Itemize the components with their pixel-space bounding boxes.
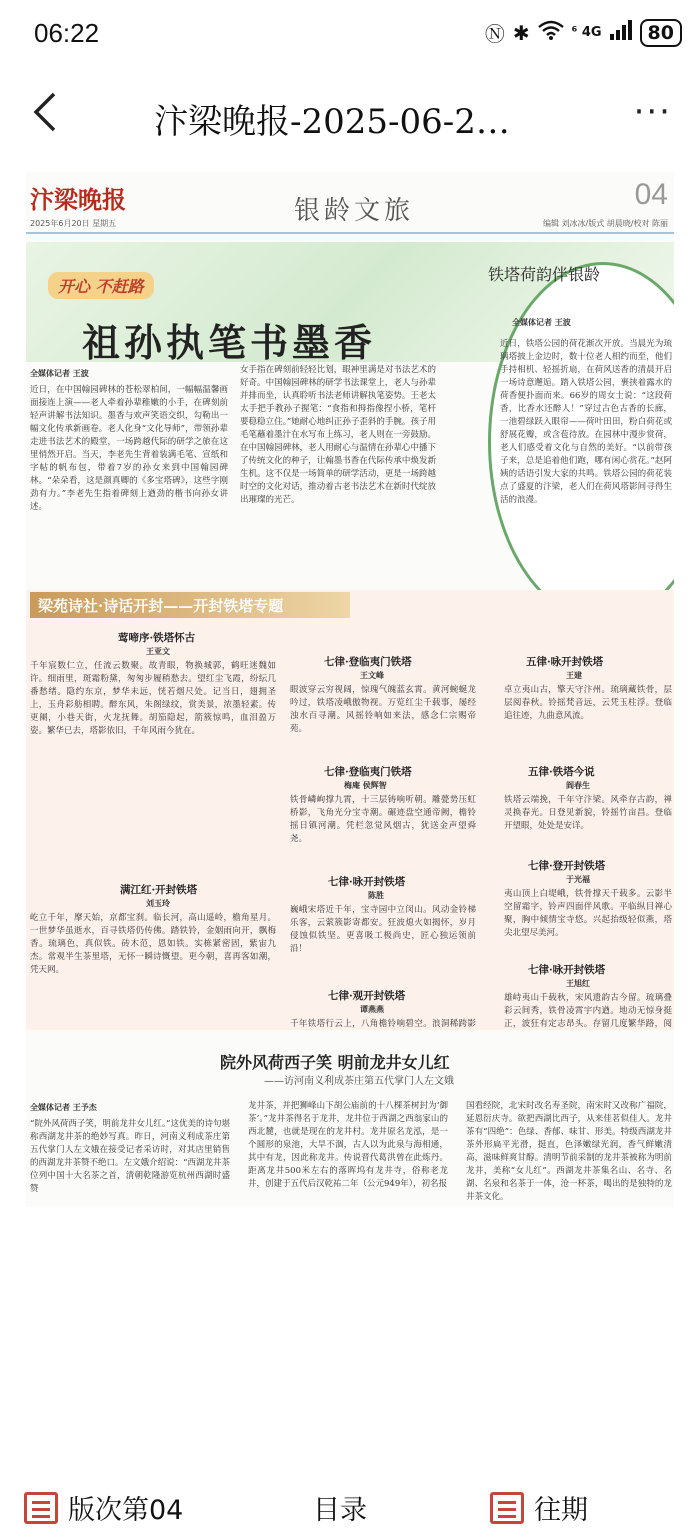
article2-text-col3: 国看经院，北宋时改名寿圣院，南宋时又改称广福院，延恩衍庆寺。欲把西湖比西子，从来佳茗似佳人。龙井茶有“四绝”：色绿、香郁、味甘、形美。特级西湖龙井茶外形扁平光滑，挺直，色泽嫩绿光润，香气鲜嫩清高，滋味鲜爽甘醇。清明节前采制的龙井茶被称为明前龙井，美称“女儿红”。西湖龙井茶集名山、名寺、名湖、名泉和名茶于一体，沧一杯茶，喝出的是独特的龙井茶文化。 bbox=[466, 1101, 672, 1202]
article2-subheadline: ——访河南义利成茶庄第五代掌门人左文娥 bbox=[264, 1076, 454, 1087]
article-text-col1: 近日，在中国翰园碑林的苍松翠柏间，一幅幅温馨画面接连上演——老人牵着孙辈稚嫩的小手，在碑刻前轻声讲解书法知识。墨香与欢声笑语交织，勾勒出一幅文化传承新画卷。老人化身“文化导师”，带领孙辈走进书法艺术的殿堂，一场跨越代际的研学之旅在这里悄然开启。当天，李老先生背着装满毛笔、宣纸和字帖的帆布包，带着7岁的孙女来到中国翰园碑林。“朵朵看，这是颜真卿的《多宝塔碑》，这些字刚劲有力。”李老先生指着碑刻上遒劲的楷书向孙女讲述。 bbox=[30, 385, 228, 512]
poem-title: 五律·咏开封铁塔 bbox=[526, 656, 604, 668]
poem-author: 阎春生 bbox=[566, 781, 590, 790]
past-issues-label: 往期 bbox=[534, 1495, 588, 1526]
article2-headline: 院外风荷西子笑 明前龙井女儿红 bbox=[220, 1053, 450, 1072]
poem-title: 七律·登临夷门铁塔 bbox=[324, 766, 412, 778]
poem-title: 五律·铁塔今说 bbox=[528, 766, 595, 778]
poem-title: 七律·咏开封铁塔 bbox=[328, 876, 406, 888]
poem-text: 铁塔云端挽，千年守汴梁。风牵存古韵，禅灵换春光。日登见新貌，铃摇竹亩昌。登临开望眼，处处是安详。 bbox=[504, 795, 672, 831]
newspaper-page[interactable] bbox=[26, 172, 674, 1207]
section-title: 银龄文旅 bbox=[294, 196, 415, 226]
wifi-icon bbox=[538, 20, 564, 45]
poem-author: 谭燕燕 bbox=[360, 1005, 384, 1014]
status-icons bbox=[485, 18, 682, 47]
side-article-headline: 铁塔荷韵伴银龄 bbox=[488, 265, 601, 284]
poem-author: 刘玉玲 bbox=[146, 899, 170, 908]
poem-text: 雄峙夷山千载秋，宋风遗韵古今留。琉璃叠彩云间秀，铁骨凌霄宇内遒。地动无惊身挺正，波狂有定志昂头。存留几度繁华路，阅 bbox=[504, 993, 672, 1028]
poem-title: 七律·观开封铁塔 bbox=[328, 990, 406, 1002]
article2-text-col1: “院外风荷西子笑，明前龙井女儿红。”这优美的诗句堪称西湖龙井茶的绝妙写真。昨日，河南义利成茶庄第五代掌门人左文娥在接受记者采访时，对其店里销售的西湖龙井茶赞不绝口。左文娥介绍说：“西湖龙井茶位列中国十大名茶之首，清朝乾隆游览杭州西湖时盛赞 bbox=[30, 1119, 230, 1194]
battery-icon: 80 bbox=[640, 19, 682, 47]
editor-credits: 编辑 刘冰冰/版式 胡晨晓/校对 陈丽 bbox=[542, 219, 668, 228]
poem-text: 眼波穿云穷视阔，惊瑰气魄蓝玄霄。黄河蜿蜒龙吟过，铁塔凌峨傲物视。万览红尘千载事，屡经浊水百寻潮。风摇铃响如来法，感念仁宗赐帝苑。 bbox=[290, 685, 476, 734]
catalog-label: 目录 bbox=[313, 1495, 367, 1526]
edition-label: 版次第04 bbox=[68, 1495, 184, 1526]
past-issues-icon bbox=[490, 1492, 524, 1524]
edition-icon bbox=[24, 1492, 58, 1524]
article-headline: 祖孙执笔书墨香 bbox=[82, 320, 377, 365]
signal-label: ⁶ 4G bbox=[571, 25, 602, 40]
poem-title: 莺啼序·铁塔怀古 bbox=[118, 632, 196, 644]
column-tag: 开心 不赶路 bbox=[48, 272, 154, 299]
article-text-col2: 女手指在碑刻前轻轻比划，眼神里满是对书法艺术的好奇。中国翰园碑林的研学书法课堂上，老人与孙辈并排而坐，认真聆听书法老师讲解执笔姿势。王老太太手把手教孙子握笔：“食指和拇指像捏小桥，笔杆要稳稳立住。”她耐心地纠正孙子歪斜的手腕。孩子用毛笔蘸着墨汁在水写布上练习，老人则在一旁鼓励。在中国翰园碑林，老人用耐心与温情在孙辈心中播下了传统文化的种子，让翰墨书香在代际传承中焕发新生机。这不仅是一场简单的研学活动，更是一场跨越时空的文化对话，推动着古老书法艺术在新时代绽放出璀璨的光芒。 bbox=[240, 365, 436, 505]
poetry-section-header: 梁苑诗社·诗话开封——开封铁塔专题 bbox=[30, 592, 350, 618]
catalog-button[interactable] bbox=[313, 1488, 367, 1527]
newspaper-logo: 汴梁晚报 bbox=[30, 185, 126, 214]
nfc-icon: Ⓝ bbox=[484, 22, 505, 46]
poem-title: 七律·咏开封铁塔 bbox=[528, 964, 606, 976]
poem-text: 夷山顶上白堤峨，铁骨撑天千载多。云影半空留霜字，铃声四面伴风歌。平临纵目禅心聚，胸中倾情宝寺悠。兴起抬级轻似燕，塔尖北望尽美河。 bbox=[504, 889, 672, 938]
poem-author: 陈胜 bbox=[368, 891, 384, 900]
poem-text: 卓立夷山古，擎天守汴州。琉璃藏铁骨，层层阅春秋。铃摇梵音远，云凭玉柱浮。登临追往迹，九曲意风流。 bbox=[504, 685, 672, 721]
bluetooth-icon: ✱ bbox=[512, 20, 530, 45]
poem-text: 铁骨嶙峋撑九霄，十三层铸响听朝。雕甍势压虹桥影，飞角光分宝寺潮。碾迹盘空通帝阙，檐铃摇日镇河潮。凭栏忽觉风烟古，犹送金声望舜尧。 bbox=[290, 795, 476, 844]
side-article-byline: 全媒体记者 王波 bbox=[512, 318, 571, 327]
article-byline: 全媒体记者 王波 bbox=[30, 369, 89, 378]
title-bar bbox=[0, 70, 700, 166]
masthead bbox=[26, 172, 674, 234]
cell-signal-icon bbox=[610, 20, 632, 45]
poem-text: 巍峨宋塔近千年，宝寺园中立闵山。风动金铃梯乐客，云萦簇影寄都安。狂波熄火如揭怀，岁月侵蚀似铁坚。更喜吸工极尚史，匠心独运领前沿！ bbox=[290, 905, 476, 954]
side-article-text: 近日，铁塔公园的荷花渐次开放。当晨光为琉璃塔披上金边时，数十位老人相约而至，他们手持相机、轻摇折扇，在荷风送香的清晨开启一场诗意邂逅。踏入铁塔公园，裹挟着露水的荷香便扑面而来。66岁的周女士说：“这段荷香，比香水还醉人！”穿过古色古香的长廊，一池碧绿跃入眼帘——荷叶田田，粉白荷花或舒展花瓣，或含苞待放。在园林中漫步赏荷，老人们感受着文化与自然的美好。“以前带孩子来，总是追着他们跑，哪有闲心赏花。”赵阿姨的话语引发大家的共鸣。铁塔公园的荷花装点了盛夏的汴梁，老人们在荷风塔影间寻得生活的浪漫。 bbox=[500, 339, 672, 505]
page-title: 汴梁晚报-2025-06-2… bbox=[154, 102, 510, 142]
poem-author: 王文峰 bbox=[360, 671, 384, 680]
bottom-nav bbox=[0, 1466, 700, 1539]
poem-text: 千年宸数仁立，任流云数聚。故青眼，物换城郭，鹤旺迷魏如许。细雨里，斑霜粉黛，匆匆步履稍愁去。望红尘飞霞，纷纭几番愁绪。隐约东京，梦华未远，恍若烟尺处。记当日，翅拥圣上，玉舟彩舫相聘。醉东风，朱阁绿纹，赏美景，浓墨轻素。传更阑，小巷天街，火龙抚舞。胡笳隐起，箭簇惊鸣，血泪盈万姿。繁华已去，塔影依旧，千年风雨今犹在。 bbox=[30, 661, 276, 736]
article2-byline: 全媒体记者 王予杰 bbox=[30, 1103, 97, 1112]
poetry-section bbox=[26, 590, 674, 1030]
chevron-left-icon bbox=[30, 90, 60, 134]
poem-author: 梅庵 侯辉智 bbox=[344, 781, 387, 790]
poem-author: 于光福 bbox=[566, 875, 590, 884]
poem-title: 满江红·开封铁塔 bbox=[120, 884, 198, 896]
poem-text: 千年铁塔行云上，八角檐铃响碧空。浪洞稀跨影 bbox=[290, 1019, 476, 1029]
article2-text-col2: 龙井茶，并把狮峰山下胡公庙前的十八棵茶树封为‘御茶’。”龙井茶得名于龙井，龙井位于西湖之西翁家山的西北麓，也就是现在的龙井村。龙井原名龙泓，是一个圆形的泉池，大旱不涸，古人以为此泉与海相通，其中有龙，因此称龙井。传说晋代葛洪曾在此炼丹。距离龙井500米左右的落晖坞有龙井寺，俗称老龙井，创建于五代后汉乾祐二年（公元949年），初名报 bbox=[248, 1101, 448, 1189]
poem-author: 王建 bbox=[566, 671, 582, 680]
status-bar bbox=[0, 0, 700, 70]
poem-title: 七律·登开封铁塔 bbox=[528, 860, 606, 872]
clock: 06:22 bbox=[34, 18, 100, 48]
past-issues-button[interactable] bbox=[490, 1488, 588, 1527]
page-number: 04 bbox=[634, 178, 668, 211]
edition-button[interactable] bbox=[24, 1488, 183, 1527]
poem-author: 王旭红 bbox=[566, 979, 590, 988]
poem-text: 屹立千年，摩天始，京都宝刹。临长河，高山遥岭，檐角星月。一世梦华虽逝水，百寻铁塔仍传佛。踏铁铃，金姻雨向开，飘梅香。琉璃色，真似铁。砖木范，恩如铁。实栋紧密固，紫宙九杰。常观半生茶里塔，无怀一瞬诗慨望。更今朝，喜再客如潮，凭天网。 bbox=[30, 913, 276, 975]
poem-title: 七律·登临夷门铁塔 bbox=[324, 656, 412, 668]
issue-date: 2025年6月20日 星期五 bbox=[30, 219, 117, 228]
poem-author: 王亚文 bbox=[146, 647, 170, 656]
more-options-icon[interactable]: ··· bbox=[633, 92, 672, 132]
back-button[interactable] bbox=[30, 90, 70, 140]
